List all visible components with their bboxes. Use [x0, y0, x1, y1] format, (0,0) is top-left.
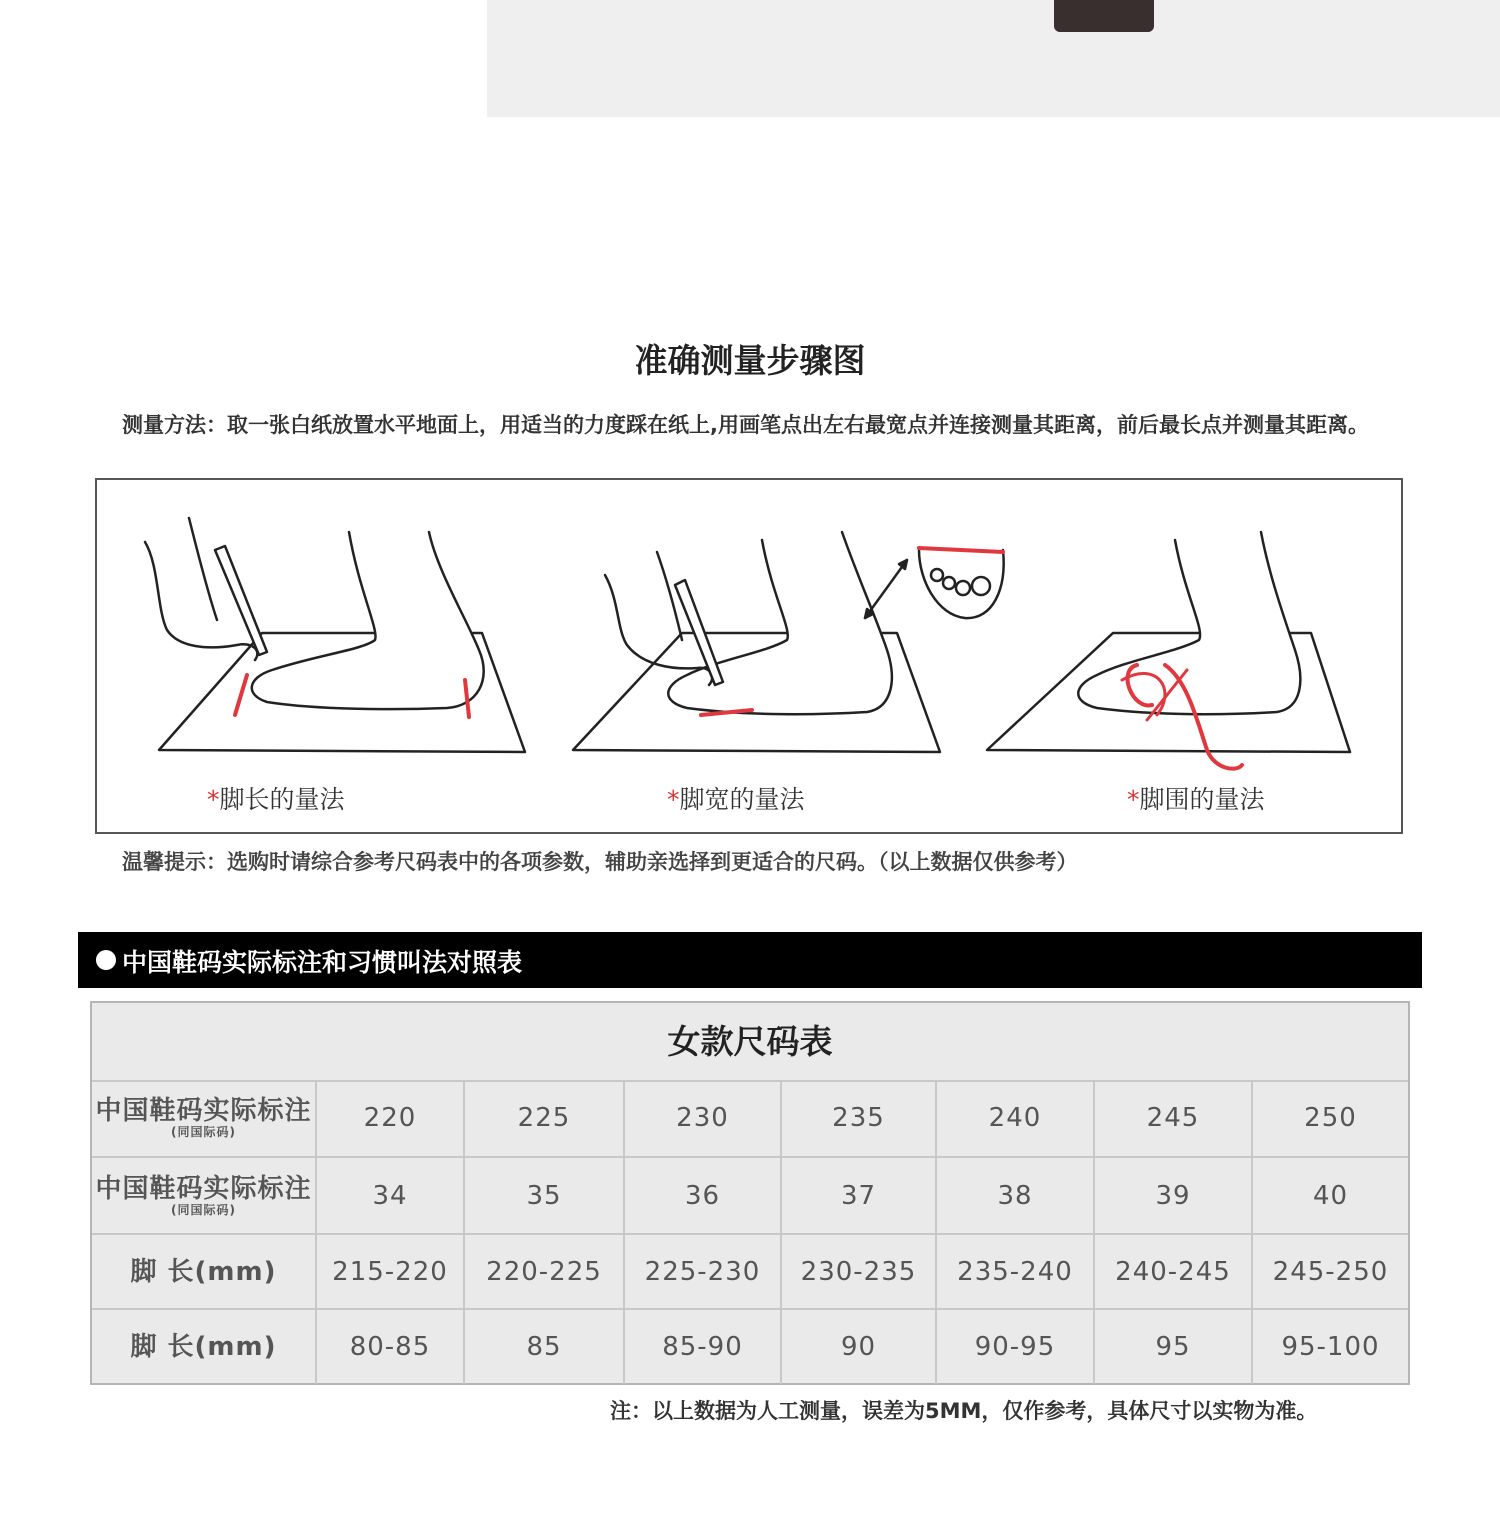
foot-girth-caption: *脚围的量法 — [1127, 785, 1265, 814]
size-cell: 230-235 — [781, 1234, 936, 1309]
tip-text: 温馨提示：选购时请综合参考尺码表中的各项参数，辅助亲选择到更适合的尺码。（以上数据仅供参考） — [122, 850, 1078, 874]
foot-width-drawing — [573, 532, 1004, 752]
foot-length-drawing — [145, 518, 525, 752]
size-cell: 245-250 — [1252, 1234, 1408, 1309]
size-chart — [90, 1001, 1410, 1385]
row-header: 中国鞋码实际标注 (同国际码) — [92, 1080, 316, 1157]
size-cell: 215-220 — [316, 1234, 464, 1309]
row-header: 中国鞋码实际标注 (同国际码) — [92, 1157, 316, 1234]
size-chart-title: 女款尺码表 — [92, 1003, 1408, 1082]
size-cell: 35 — [464, 1157, 624, 1234]
size-cell: 95-100 — [1252, 1309, 1408, 1384]
measure-method-text: 测量方法：取一张白纸放置水平地面上，用适当的力度踩在纸上,用画笔点出左右最宽点并连接测量其距离，前后最长点并测量其距离。 — [122, 413, 1369, 437]
bullet-dot-icon — [96, 950, 116, 970]
size-cell: 230 — [624, 1080, 781, 1157]
table-row — [92, 1309, 1408, 1384]
size-cell: 95 — [1094, 1309, 1252, 1384]
table-row — [92, 1080, 1408, 1157]
size-cell: 225-230 — [624, 1234, 781, 1309]
size-cell: 240 — [936, 1080, 1094, 1157]
size-cell: 90 — [781, 1309, 936, 1384]
size-cell: 80-85 — [316, 1309, 464, 1384]
size-cell: 220-225 — [464, 1234, 624, 1309]
size-cell: 40 — [1252, 1157, 1408, 1234]
foot-length-caption: *脚长的量法 — [207, 785, 345, 814]
foot-girth-drawing — [987, 532, 1350, 769]
product-photo-strip — [487, 0, 1500, 117]
size-cell: 38 — [936, 1157, 1094, 1234]
size-cell: 220 — [316, 1080, 464, 1157]
size-cell: 85 — [464, 1309, 624, 1384]
section-header-bar — [78, 932, 1422, 988]
table-row — [92, 1157, 1408, 1234]
size-cell: 245 — [1094, 1080, 1252, 1157]
size-table — [92, 1080, 1408, 1384]
row-header: 脚 长(mm) — [92, 1309, 316, 1384]
table-row — [92, 1234, 1408, 1309]
size-cell: 34 — [316, 1157, 464, 1234]
footnote: 注：以上数据为人工测量，误差为5MM，仅作参考，具体尺寸以实物为准。 — [610, 1399, 1318, 1423]
size-cell: 235 — [781, 1080, 936, 1157]
foot-width-caption: *脚宽的量法 — [667, 785, 805, 814]
size-cell: 36 — [624, 1157, 781, 1234]
size-cell: 235-240 — [936, 1234, 1094, 1309]
page-title: 准确测量步骤图 — [634, 341, 866, 380]
section-title: 中国鞋码实际标注和习惯叫法对照表 — [122, 948, 523, 977]
size-cell: 250 — [1252, 1080, 1408, 1157]
size-cell: 39 — [1094, 1157, 1252, 1234]
size-cell: 85-90 — [624, 1309, 781, 1384]
size-cell: 90-95 — [936, 1309, 1094, 1384]
size-cell: 240-245 — [1094, 1234, 1252, 1309]
size-cell: 225 — [464, 1080, 624, 1157]
row-header: 脚 长(mm) — [92, 1234, 316, 1309]
size-cell: 37 — [781, 1157, 936, 1234]
measure-illustration-panel — [95, 478, 1403, 834]
shoe-heel-image — [1054, 0, 1154, 32]
